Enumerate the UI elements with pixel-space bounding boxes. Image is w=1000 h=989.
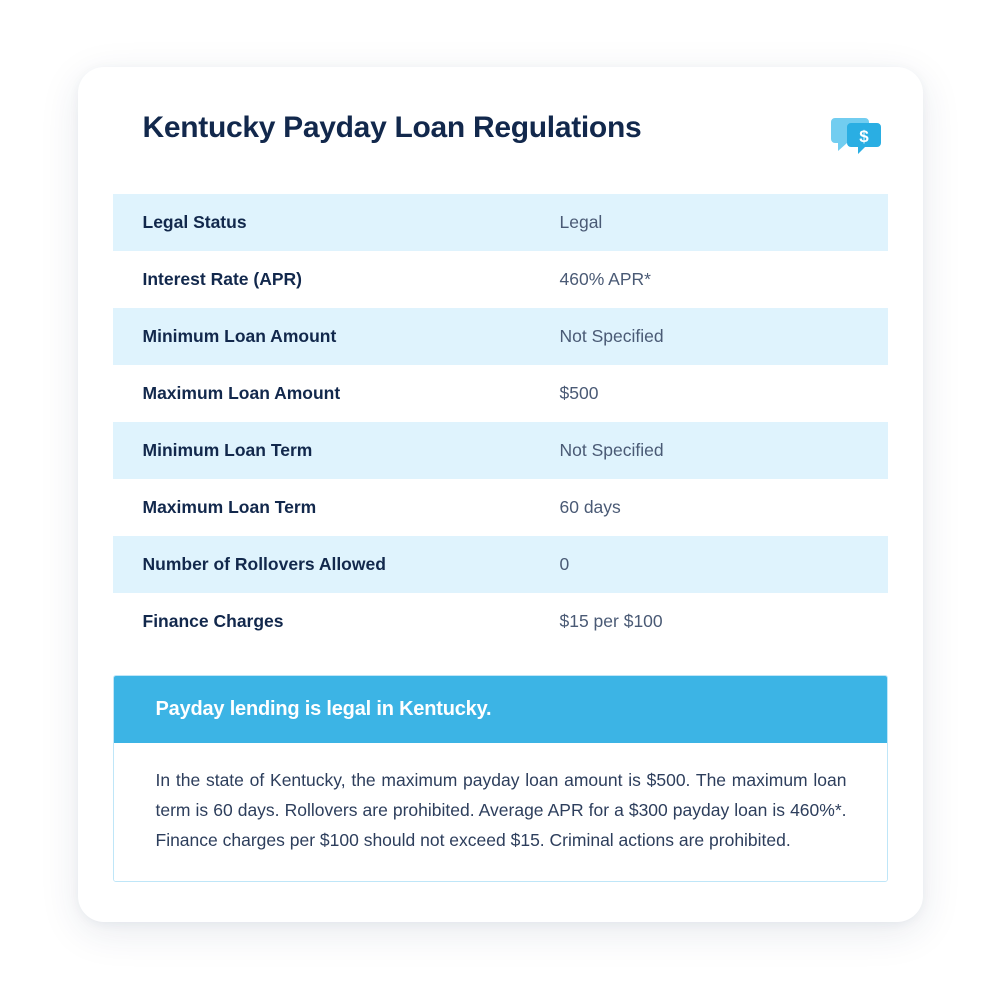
table-row [113, 251, 888, 308]
row-label: Legal Status [113, 194, 546, 251]
regulations-table [113, 194, 888, 650]
row-label: Number of Rollovers Allowed [113, 536, 546, 593]
table-row [113, 479, 888, 536]
row-value: $15 per $100 [559, 610, 663, 631]
row-value: Not Specified [546, 422, 888, 479]
page-title: Kentucky Payday Loan Regulations [142, 110, 642, 144]
row-label: Minimum Loan Term [113, 422, 546, 479]
speech-bubble-dollar-icon [831, 115, 883, 166]
table-row [113, 593, 888, 650]
row-value: Not Specified [546, 308, 888, 365]
row-label: Minimum Loan Amount [113, 308, 546, 365]
row-label: Finance Charges [142, 610, 284, 631]
row-label: Interest Rate (APR) [142, 268, 302, 289]
notice-heading: Payday lending is legal in Kentucky. [114, 676, 887, 743]
row-value: 60 days [559, 496, 621, 517]
table-row [113, 365, 888, 422]
row-label: Maximum Loan Amount [142, 382, 341, 403]
table-row [113, 422, 888, 479]
table-row [113, 308, 888, 365]
row-value: 460% APR* [559, 268, 651, 289]
row-value: $500 [559, 382, 599, 403]
card-header [113, 109, 888, 166]
table-row [113, 536, 888, 593]
row-value: Legal [546, 194, 888, 251]
table-body [113, 194, 888, 650]
notice-body: In the state of Kentucky, the maximum payday loan amount is $500. The maximum loan term is 60 days. Rollovers are prohibited. Average APR for a $300 payday loan is 460%*. Finance charges per $100 should not exceed $15. Criminal actions are prohibited. [114, 743, 887, 881]
svg-text:$: $ [858, 126, 869, 146]
row-label: Maximum Loan Term [142, 496, 317, 517]
row-value: 0 [546, 536, 888, 593]
table-row [113, 194, 888, 251]
regulations-card [78, 67, 923, 922]
legal-notice [113, 675, 888, 882]
